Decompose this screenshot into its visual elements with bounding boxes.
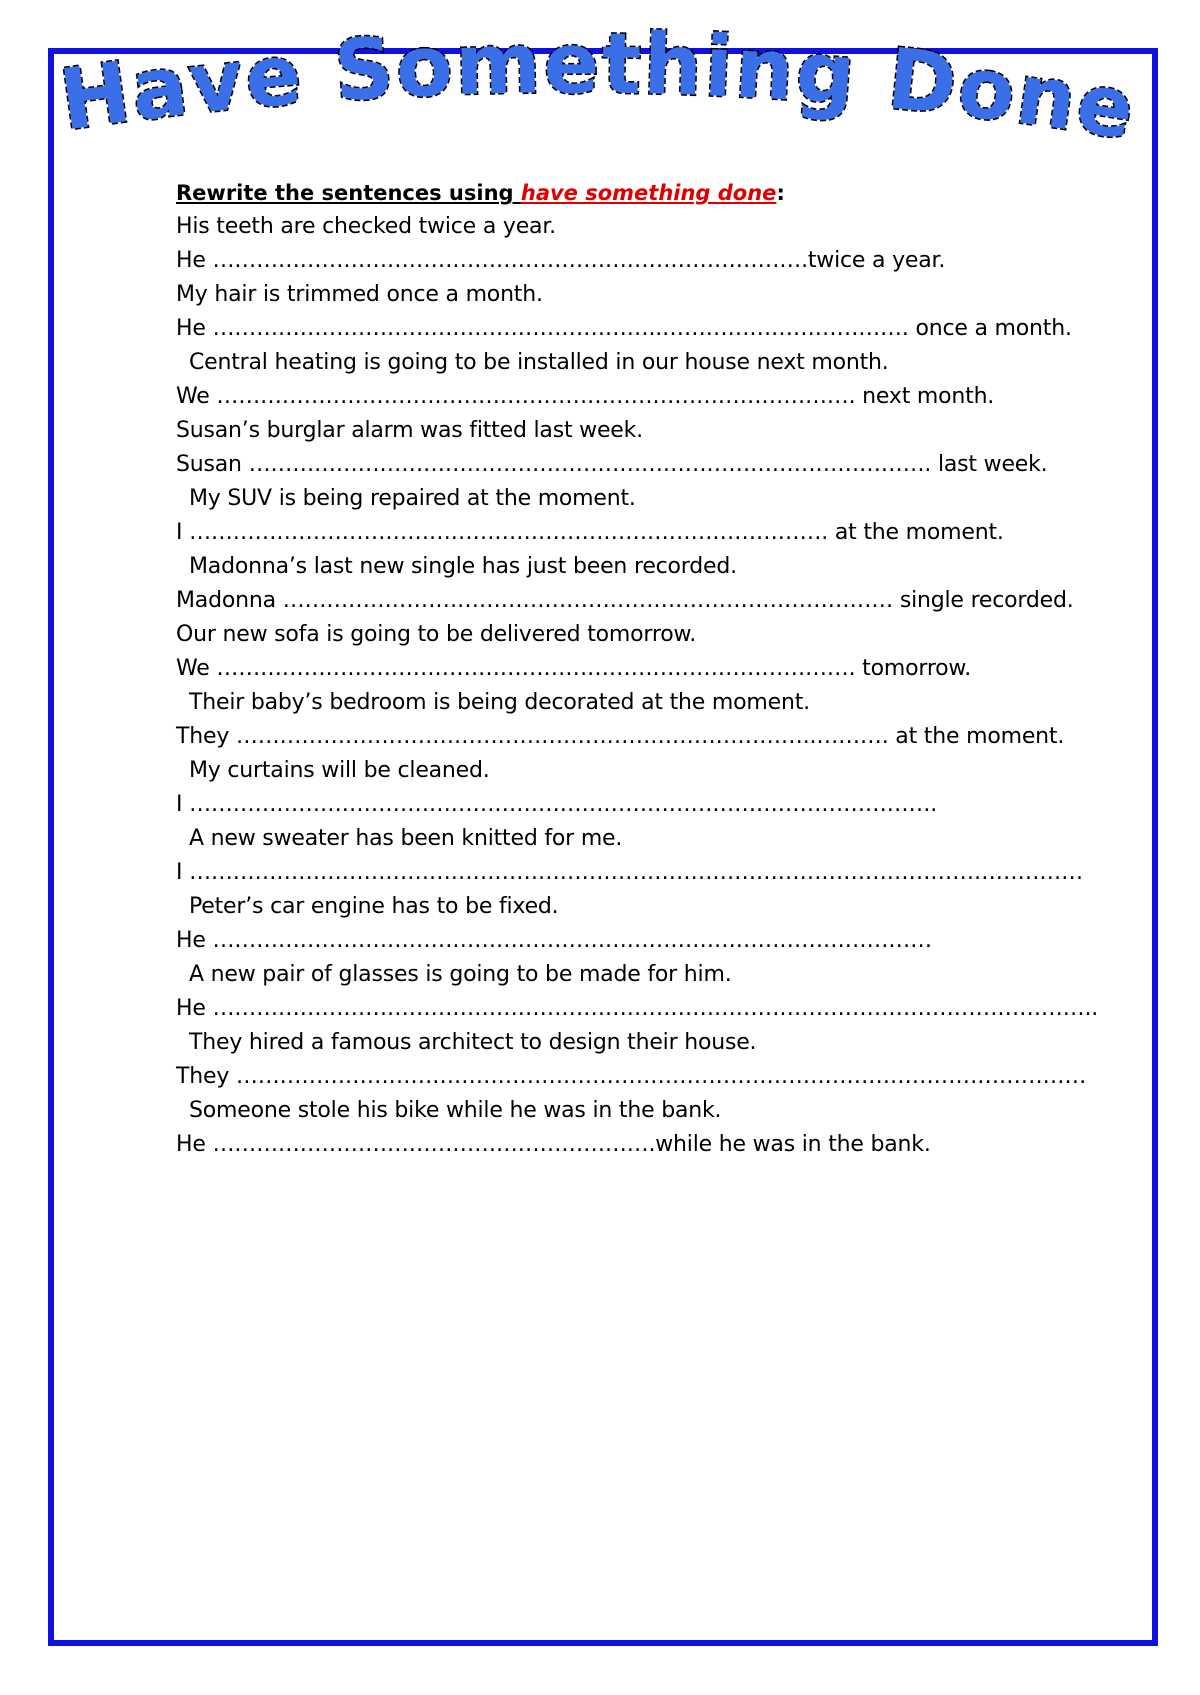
title-textpath: Have Something Done <box>54 14 1144 160</box>
exercise-line: A new pair of glasses is going to be made for him. <box>189 962 732 987</box>
exercise-line: Our new sofa is going to be delivered tomorrow. <box>176 622 697 647</box>
exercise-line: I ……………………………………………………………………………. at the moment. <box>176 520 1004 545</box>
exercise-line: I …………………………………………………………………………………………. <box>176 792 938 817</box>
exercise-line: Madonna’s last new single has just been recorded. <box>189 554 737 579</box>
exercise-line: He ………………………………………………………………………………………………………….. <box>176 996 1099 1021</box>
instruction <box>176 176 1016 210</box>
exercise-line: His teeth are checked twice a year. <box>176 214 556 239</box>
exercise-line: Their baby’s bedroom is being decorated at the moment. <box>189 690 810 715</box>
exercise-line: Someone stole his bike while he was in the bank. <box>189 1098 722 1123</box>
title-text <box>54 14 1142 159</box>
instruction-highlight: have something done <box>520 181 777 205</box>
title-wordart <box>54 14 1145 160</box>
exercise-line: My curtains will be cleaned. <box>189 758 490 783</box>
exercise-line: My SUV is being repaired at the moment. <box>189 486 636 511</box>
exercise-line: He ……………………………………………………………………………………… <box>176 928 932 953</box>
exercise-line: Susan’s burglar alarm was fitted last week. <box>176 418 643 443</box>
exercise-line: Susan …………………………………………………………………………………. last week. <box>176 452 1048 477</box>
exercise-line: A new sweater has been knitted for me. <box>189 826 623 851</box>
exercise-line: He …………………………………………………….while he was in the bank. <box>176 1132 931 1157</box>
worksheet-title <box>54 14 1145 160</box>
exercise-lines <box>176 210 1099 1162</box>
exercise-line: Central heating is going to be installed in our house next month. <box>189 350 889 375</box>
exercise-line: My hair is trimmed once a month. <box>176 282 543 307</box>
exercise-line: Peter’s car engine has to be fixed. <box>189 894 559 919</box>
exercise-line: They ……………………………………………………………………………………………………… <box>176 1064 1087 1089</box>
exercise-line: He ……………………………………………………..……………………………. once a month. <box>176 316 1072 341</box>
exercise-line: He ……………………………………………………………………….twice a year. <box>176 248 946 273</box>
instruction-suffix: : <box>776 181 785 205</box>
exercise-content <box>176 176 1099 1162</box>
exercise-line: We ……………………………………………………………………………. tomorrow. <box>176 656 972 681</box>
instruction-prefix: Rewrite the sentences using <box>176 181 521 205</box>
exercise-line: Madonna ………………………………………………………………………… single recorded. <box>176 588 1074 613</box>
exercise-line: We ……………………………………………………………………………. next month. <box>176 384 995 409</box>
exercise-line: I …………………………………………………………………………………………………………… <box>176 860 1083 885</box>
exercise-line: They ……………………………………………………………………..………. at the moment. <box>176 724 1065 749</box>
exercise-line: They hired a famous architect to design their house. <box>189 1030 757 1055</box>
